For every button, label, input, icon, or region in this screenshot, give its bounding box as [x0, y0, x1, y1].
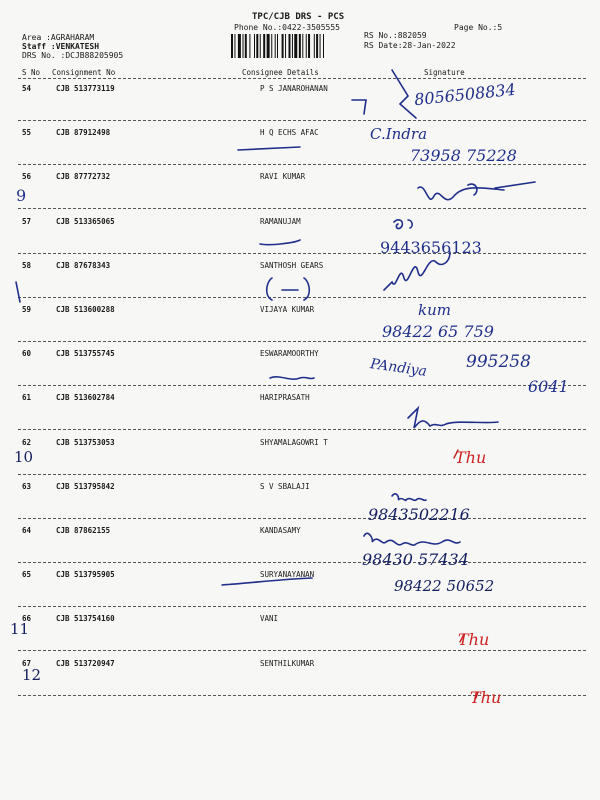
- row-consignee: SURYANAYANAN: [260, 570, 315, 579]
- row-sno: 59: [22, 305, 32, 314]
- row-sno: 61: [22, 393, 32, 402]
- red-check-67: [476, 692, 478, 698]
- row-consignment-no: CJB 513755745: [56, 349, 115, 358]
- handwritten-text-59: kum: [418, 301, 451, 319]
- signature-scribble-56: [418, 182, 535, 200]
- staff-label: Staff :VENKATESH: [22, 42, 100, 51]
- row-consignee: KANDASAMY: [260, 526, 301, 535]
- margin-mark-67: 12: [22, 666, 42, 684]
- red-check-62: [454, 450, 458, 458]
- row-consignee: ESWARAMOORTHY: [260, 349, 319, 358]
- row-consignment-no: CJB 513795905: [56, 570, 115, 579]
- row-consignment-no: CJB 513720947: [56, 659, 115, 668]
- area-label: Area :AGRAHARAM: [22, 33, 95, 42]
- initials-63: [392, 494, 426, 501]
- row-consignment-no: CJB 513600288: [56, 305, 115, 314]
- row-consignment-no: CJB 513754160: [56, 614, 115, 623]
- row-sno: 55: [22, 128, 32, 137]
- col-consignment: Consignment No: [52, 68, 116, 77]
- handwritten-phone-63: 9843502216: [368, 505, 470, 524]
- handwritten-phone-59: 98422 65 759: [382, 322, 494, 341]
- handwritten-name-55: C.Indra: [370, 125, 428, 143]
- margin-mark-56: 9: [16, 186, 27, 205]
- row-consignee: S V SBALAJI: [260, 482, 310, 491]
- row-consignment-no: CJB 87862155: [56, 526, 111, 535]
- handwritten-phone-55: 73958 75228: [410, 146, 517, 165]
- handwritten-phone-65: 98422 50652: [394, 577, 495, 595]
- row-consignee: P S JANAROHANAN: [260, 84, 328, 93]
- handwritten-phone-54: 8056508834: [413, 79, 517, 110]
- handwritten-phone-57: 9443656123: [380, 238, 482, 257]
- row-sno: 62: [22, 438, 32, 447]
- pen-mark-54: [352, 100, 366, 114]
- signature-scribble-58: [384, 252, 450, 290]
- signature-stroke-54: [392, 70, 416, 118]
- rs-date: RS Date:28-Jan-2022: [364, 41, 456, 50]
- handwritten-phone-60a: 995258: [466, 352, 531, 372]
- row-sno: 54: [22, 84, 32, 93]
- row-consignee: VIJAYA KUMAR: [260, 305, 315, 314]
- margin-mark-66: 11: [10, 620, 30, 638]
- row-consignment-no: CJB 513602784: [56, 393, 115, 402]
- row-consignment-no: CJB 87678343: [56, 261, 111, 270]
- row-consignee: SENTHILKUMAR: [260, 659, 315, 668]
- red-check-66: [460, 634, 464, 642]
- row-sno: 60: [22, 349, 32, 358]
- row-sno: 58: [22, 261, 32, 270]
- row-consignee: VANI: [260, 614, 279, 623]
- row-consignee: RAVI KUMAR: [260, 172, 306, 181]
- row-consignee: H Q ECHS AFAC: [260, 128, 319, 137]
- row-consignee: SANTHOSH GEARS: [260, 261, 324, 270]
- phone-number: Phone No.:0422-3505555: [234, 23, 340, 32]
- row-sno: 67: [22, 659, 32, 668]
- pen-mark-65: [222, 578, 312, 585]
- signature-67: Thu: [470, 688, 502, 707]
- row-consignment-no: CJB 513365065: [56, 217, 115, 226]
- col-sno: S No: [22, 68, 41, 77]
- row-sno: 56: [22, 172, 32, 181]
- signature-66: Thu: [458, 630, 490, 649]
- signature-scribble-61: [408, 408, 498, 428]
- row-consignment-no: CJB 513773119: [56, 84, 115, 93]
- margin-mark-58: [16, 282, 20, 302]
- margin-mark-62: 10: [14, 448, 34, 466]
- handwritten-phone-60b: 6041: [528, 377, 569, 396]
- row-consignee: RAMANUJAM: [260, 217, 301, 226]
- pen-mark-55: [238, 147, 300, 150]
- row-consignment-no: CJB 513753053: [56, 438, 115, 447]
- pen-mark-57: [260, 240, 300, 245]
- bracket-mark-58: [267, 278, 310, 300]
- col-consignee: Consignee Details: [242, 68, 319, 77]
- row-consignment-no: CJB 87912498: [56, 128, 111, 137]
- page-number: Page No.:5: [454, 23, 503, 32]
- row-sno: 65: [22, 570, 32, 579]
- signature-62: Thu: [455, 448, 487, 467]
- rs-number: RS No.:882059: [364, 31, 427, 40]
- col-signature: Signature: [424, 68, 465, 77]
- initials-64: [364, 533, 460, 545]
- initials-57: [394, 220, 412, 229]
- handwritten-name-60: PAndiya: [369, 356, 428, 380]
- row-consignee: SHYAMALAGOWRI T: [260, 438, 328, 447]
- pen-mark-60: [270, 377, 314, 379]
- row-sno: 66: [22, 614, 32, 623]
- row-sno: 64: [22, 526, 32, 535]
- row-sno: 57: [22, 217, 32, 226]
- report-title: TPC/CJB DRS - PCS: [252, 12, 345, 22]
- drs-number: DRS No. :DCJB88205905: [22, 51, 124, 60]
- row-sno: 63: [22, 482, 32, 491]
- row-consignment-no: CJB 513795842: [56, 482, 115, 491]
- row-consignment-no: CJB 87772732: [56, 172, 111, 181]
- handwritten-phone-64: 98430 57434: [362, 550, 469, 569]
- row-consignee: HARIPRASATH: [260, 393, 310, 402]
